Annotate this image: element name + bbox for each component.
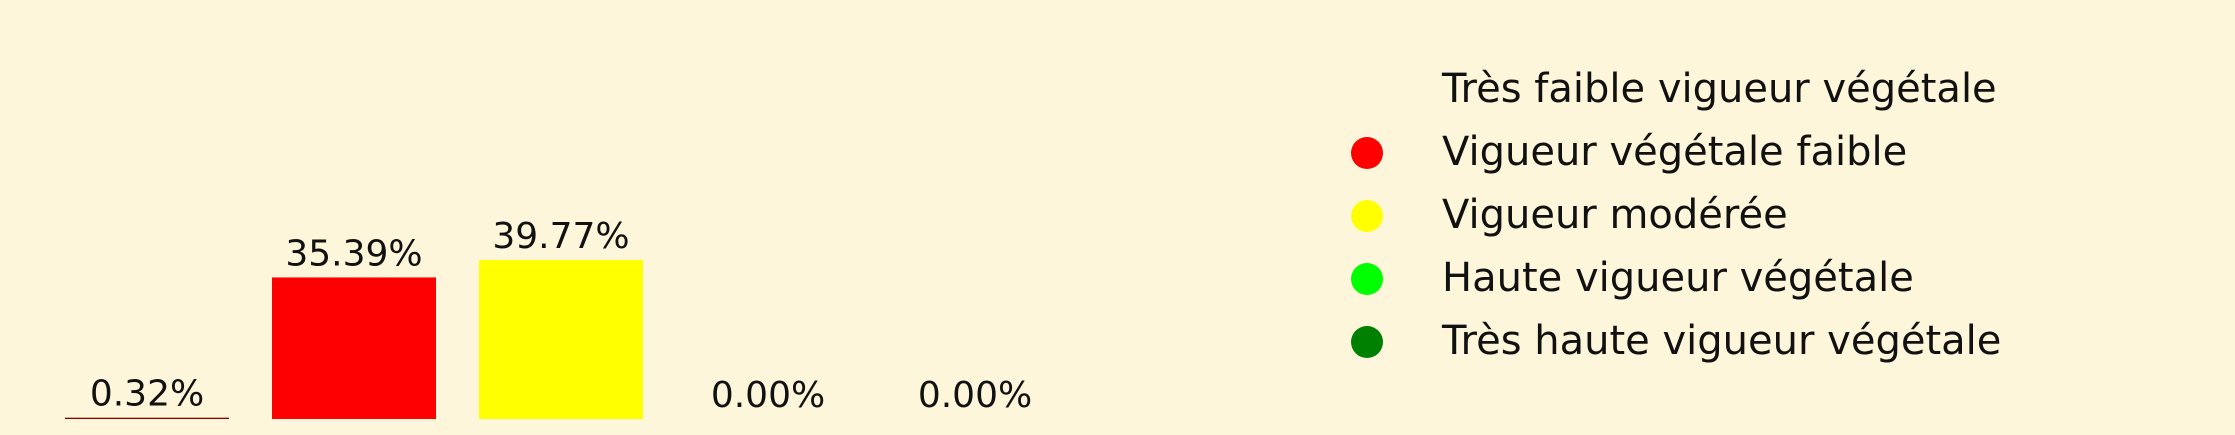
legend-label-5: Très haute vigueur végétale	[1442, 318, 2002, 364]
legend-label-4: Haute vigueur végétale	[1442, 255, 1914, 301]
legend-marker-3	[1351, 200, 1383, 232]
legend-marker-5	[1351, 326, 1383, 358]
legend-label-1: Très faible vigueur végétale	[1442, 66, 1997, 112]
legend-marker-4	[1351, 263, 1383, 295]
bar-value-label-4: 0.00%	[710, 375, 826, 416]
bar-value-label-3: 39.77%	[492, 215, 630, 257]
bar-3	[479, 260, 643, 419]
legend-marker-2	[1351, 137, 1383, 169]
legend-marker-1	[1351, 74, 1383, 106]
bar-2	[272, 277, 436, 419]
bar-value-label-5: 0.00%	[917, 375, 1033, 416]
legend-label-2: Vigueur végétale faible	[1442, 129, 1908, 175]
bar-1	[65, 418, 229, 419]
bar-value-label-2: 35.39%	[285, 233, 423, 275]
legend-label-3: Vigueur modérée	[1442, 192, 1788, 238]
legend	[1351, 66, 2001, 364]
bar-value-label-1: 0.32%	[89, 373, 205, 415]
